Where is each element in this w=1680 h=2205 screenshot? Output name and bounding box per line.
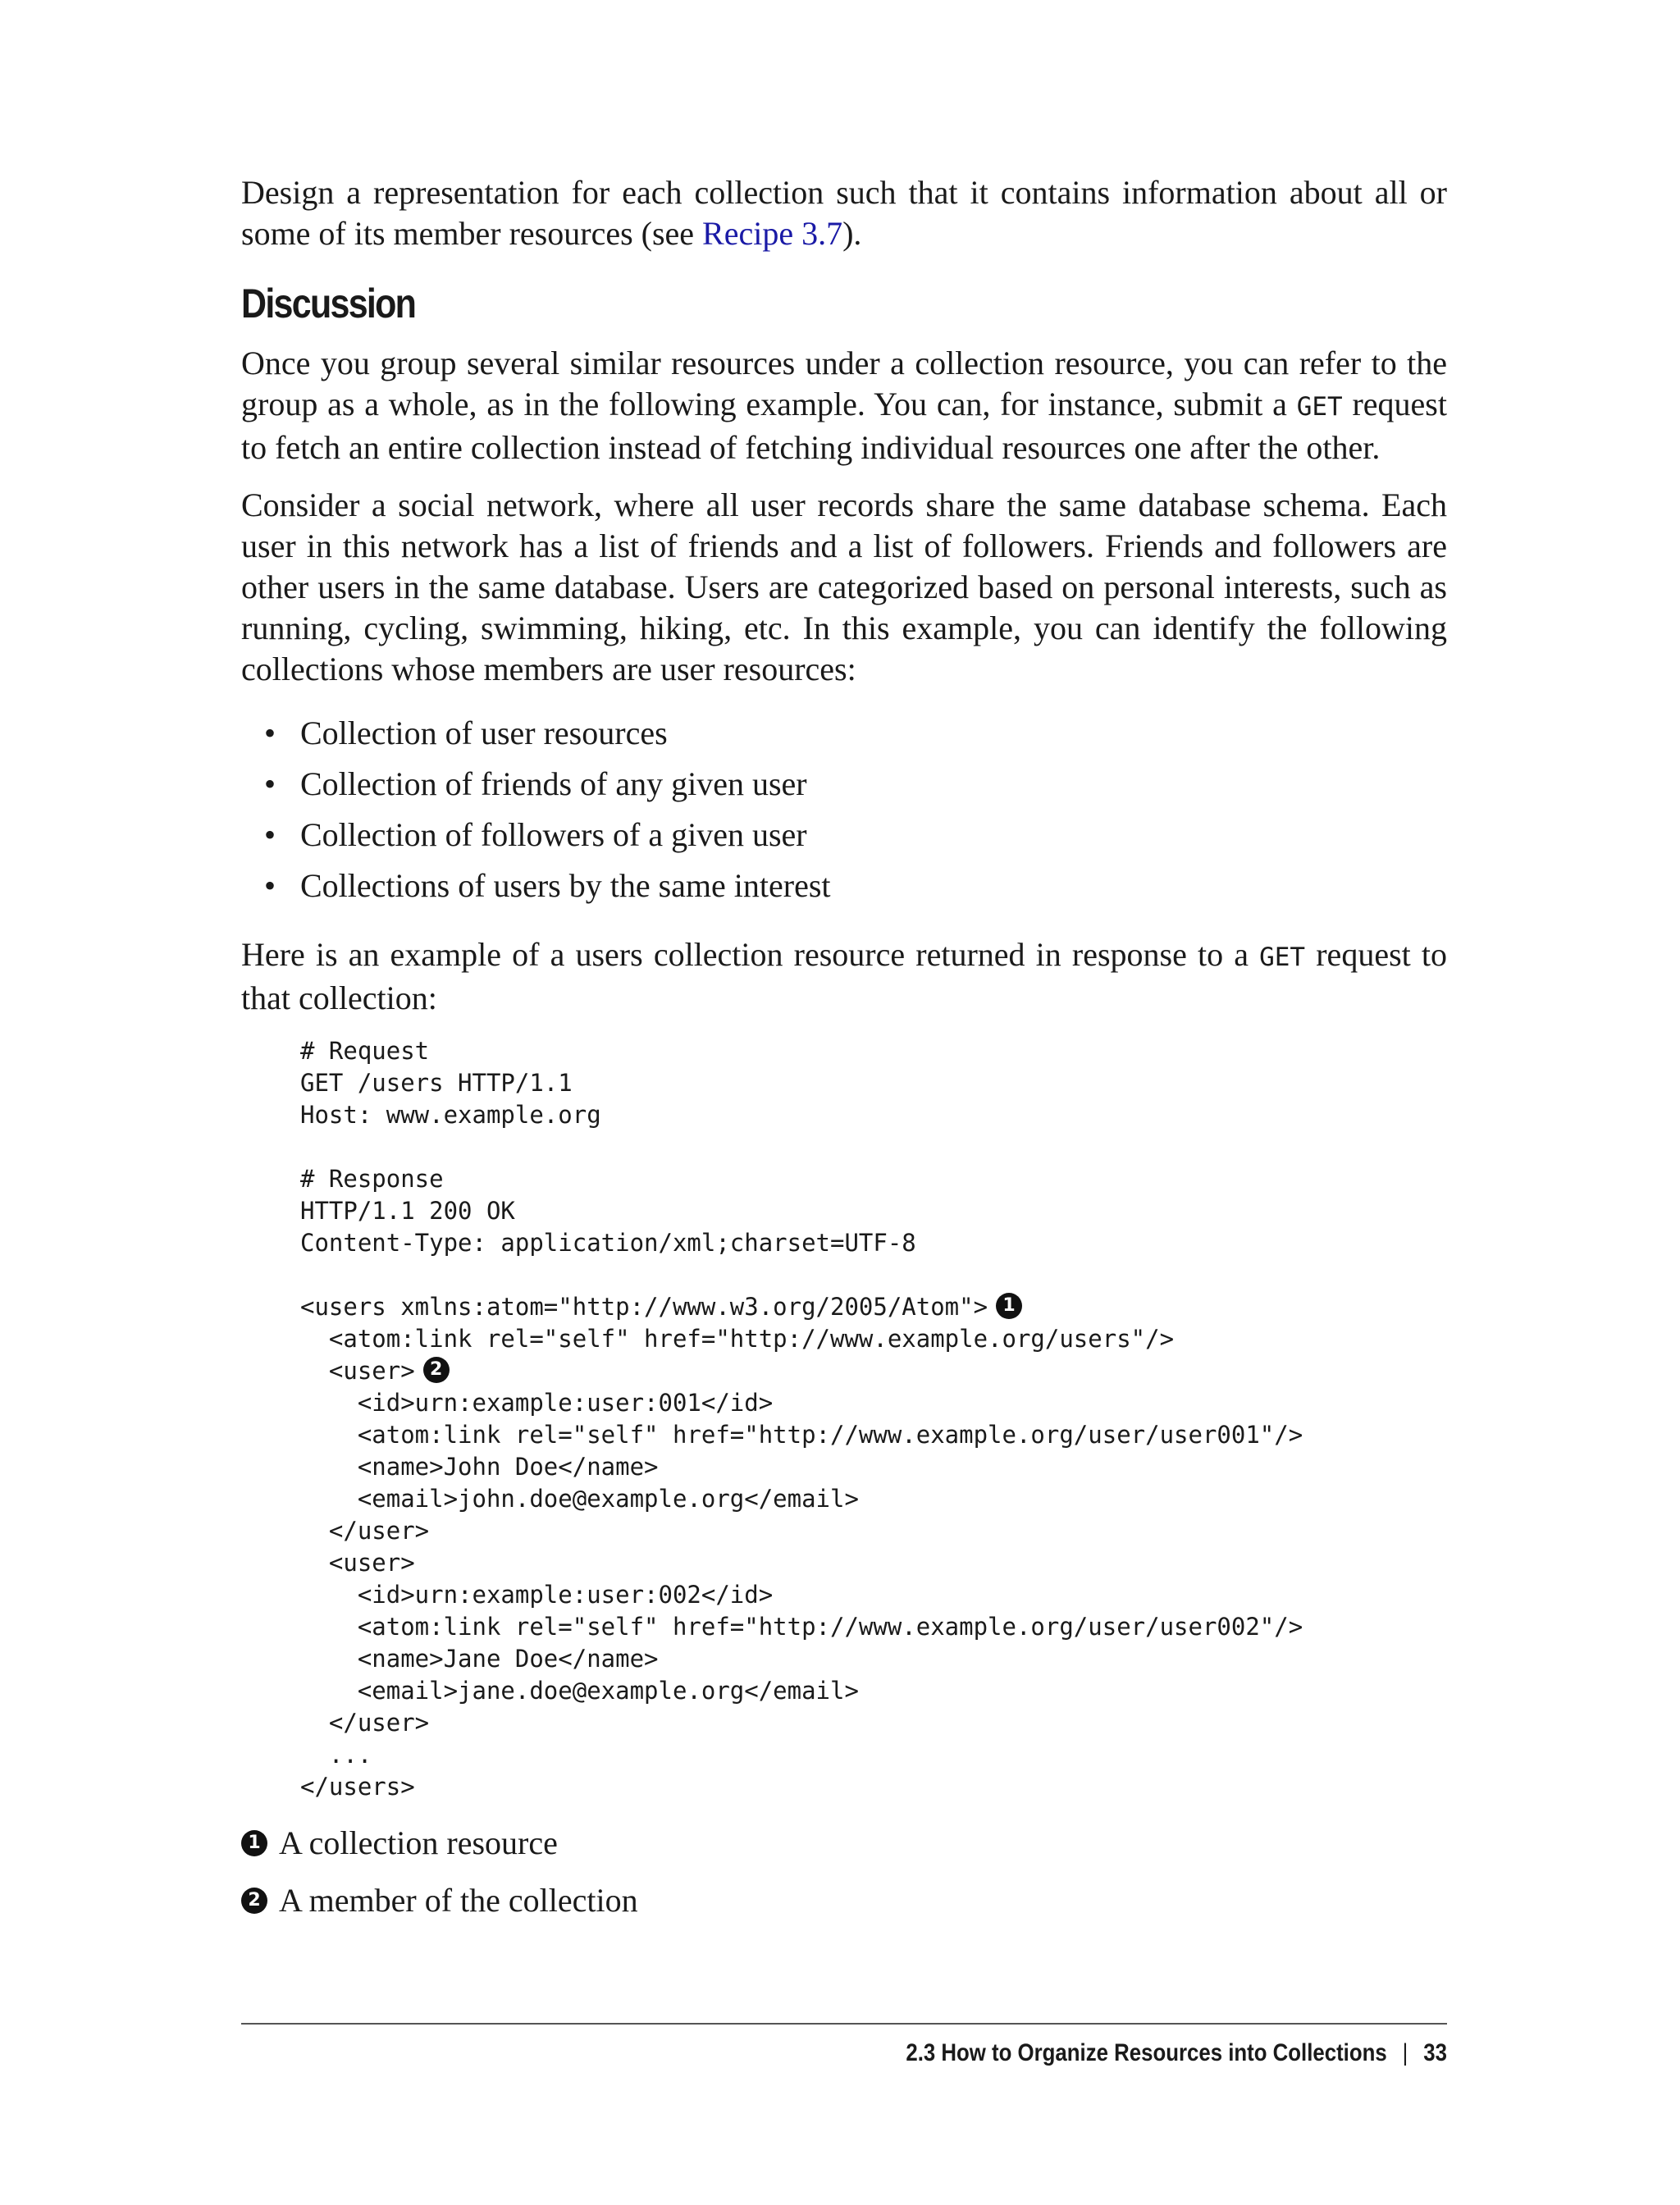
code-line: <atom:link rel="self" href="http://www.example.org/users"/> [300, 1325, 1175, 1353]
code-line: <id>urn:example:user:002</id> [300, 1581, 774, 1609]
callout-note-1 [241, 1823, 1447, 1864]
code-line: <user> [300, 1549, 415, 1577]
collections-list [241, 708, 1447, 911]
code-text: <users xmlns:atom="http://www.w3.org/2005/Atom"> [300, 1293, 988, 1321]
section-heading: Discussion [241, 281, 416, 326]
code-example [300, 1035, 1447, 1803]
code-line: </users> [300, 1773, 415, 1801]
code-text: <user> [300, 1357, 415, 1385]
discussion-paragraph-1 [241, 343, 1447, 468]
discussion-paragraph-2: Consider a social network, where all user records share the same database schema. Each user in this network has a list of friends and a list of followers. Friends and followers are other users in the same database. Users are categorized based on personal interests, such as running, cycling, swimming, hiking, etc. In this example, you can identify the following collections whose members are user resources: [241, 486, 1447, 687]
intro-text: Design a representation for each collection such that it contains information about all or some of its member resources (see [241, 174, 1447, 252]
code-line: </user> [300, 1709, 430, 1737]
code-line: <name>Jane Doe</name> [300, 1645, 659, 1673]
footer-separator: | [1402, 2039, 1408, 2066]
discussion-paragraph-3 [241, 934, 1447, 1019]
footer-inner [906, 2039, 1447, 2067]
callout-marker-2: 2 [423, 1357, 450, 1383]
code-line: <atom:link rel="self" href="http://www.example.org/user/user001"/> [300, 1421, 1303, 1449]
callout-marker-1: 1 [996, 1293, 1022, 1319]
code-line: <email>jane.doe@example.org</email> [300, 1677, 859, 1705]
code-line-with-callout [300, 1291, 1447, 1323]
intro-text-end: ). [842, 215, 862, 252]
code-line: # Request [300, 1037, 430, 1065]
code-line: </user> [300, 1517, 430, 1545]
footer-section-title: 2.3 How to Organize Resources into Collections [906, 2039, 1387, 2066]
list-item: • Collection of friends of any given user [241, 759, 1447, 810]
code-line: HTTP/1.1 200 OK [300, 1197, 515, 1225]
callout-note-2 [241, 1880, 1447, 1921]
page-footer [241, 2023, 1447, 2067]
callout-marker-1: 1 [241, 1830, 267, 1856]
code-line: GET /users HTTP/1.1 [300, 1069, 573, 1097]
code-line: ... [300, 1741, 372, 1769]
intro-paragraph [241, 172, 1447, 254]
list-item: • Collections of users by the same interest [241, 861, 1447, 911]
code-line: Content-Type: application/xml;charset=UTF-8 [300, 1229, 916, 1257]
code-line: <atom:link rel="self" href="http://www.example.org/user/user002"/> [300, 1613, 1303, 1641]
code-line [300, 1131, 1447, 1163]
callout-note-text: A member of the collection [279, 1882, 638, 1919]
code-line [300, 1259, 1447, 1291]
page-content [241, 172, 1447, 1938]
para3-text: Here is an example of a users collection resource returned in response to a [241, 936, 1260, 973]
list-item: • Collection of followers of a given user [241, 810, 1447, 861]
callout-note-text: A collection resource [279, 1824, 558, 1861]
code-line: <email>john.doe@example.org</email> [300, 1485, 859, 1513]
inline-code: GET [1296, 392, 1343, 422]
inline-code: GET [1259, 943, 1306, 972]
code-line: <name>John Doe</name> [300, 1453, 659, 1481]
code-line: <id>urn:example:user:001</id> [300, 1389, 774, 1417]
para1-text-end: request to fetch an entire collection instead of fetching individual resources one after the other. [241, 386, 1447, 466]
para1-text: Once you group several similar resources under a collection resource, you can refer to the group as a whole, as in the following example. You can, for instance, submit a [241, 345, 1447, 422]
code-line: Host: www.example.org [300, 1101, 601, 1129]
code-line-with-callout [300, 1355, 1447, 1387]
recipe-link[interactable]: Recipe 3.7 [702, 215, 843, 252]
code-line: # Response [300, 1165, 444, 1193]
list-item: • Collection of user resources [241, 708, 1447, 759]
callout-marker-2: 2 [241, 1888, 267, 1914]
page-number: 33 [1423, 2039, 1447, 2066]
para3-text-end: request to that collection: [241, 936, 1447, 1016]
